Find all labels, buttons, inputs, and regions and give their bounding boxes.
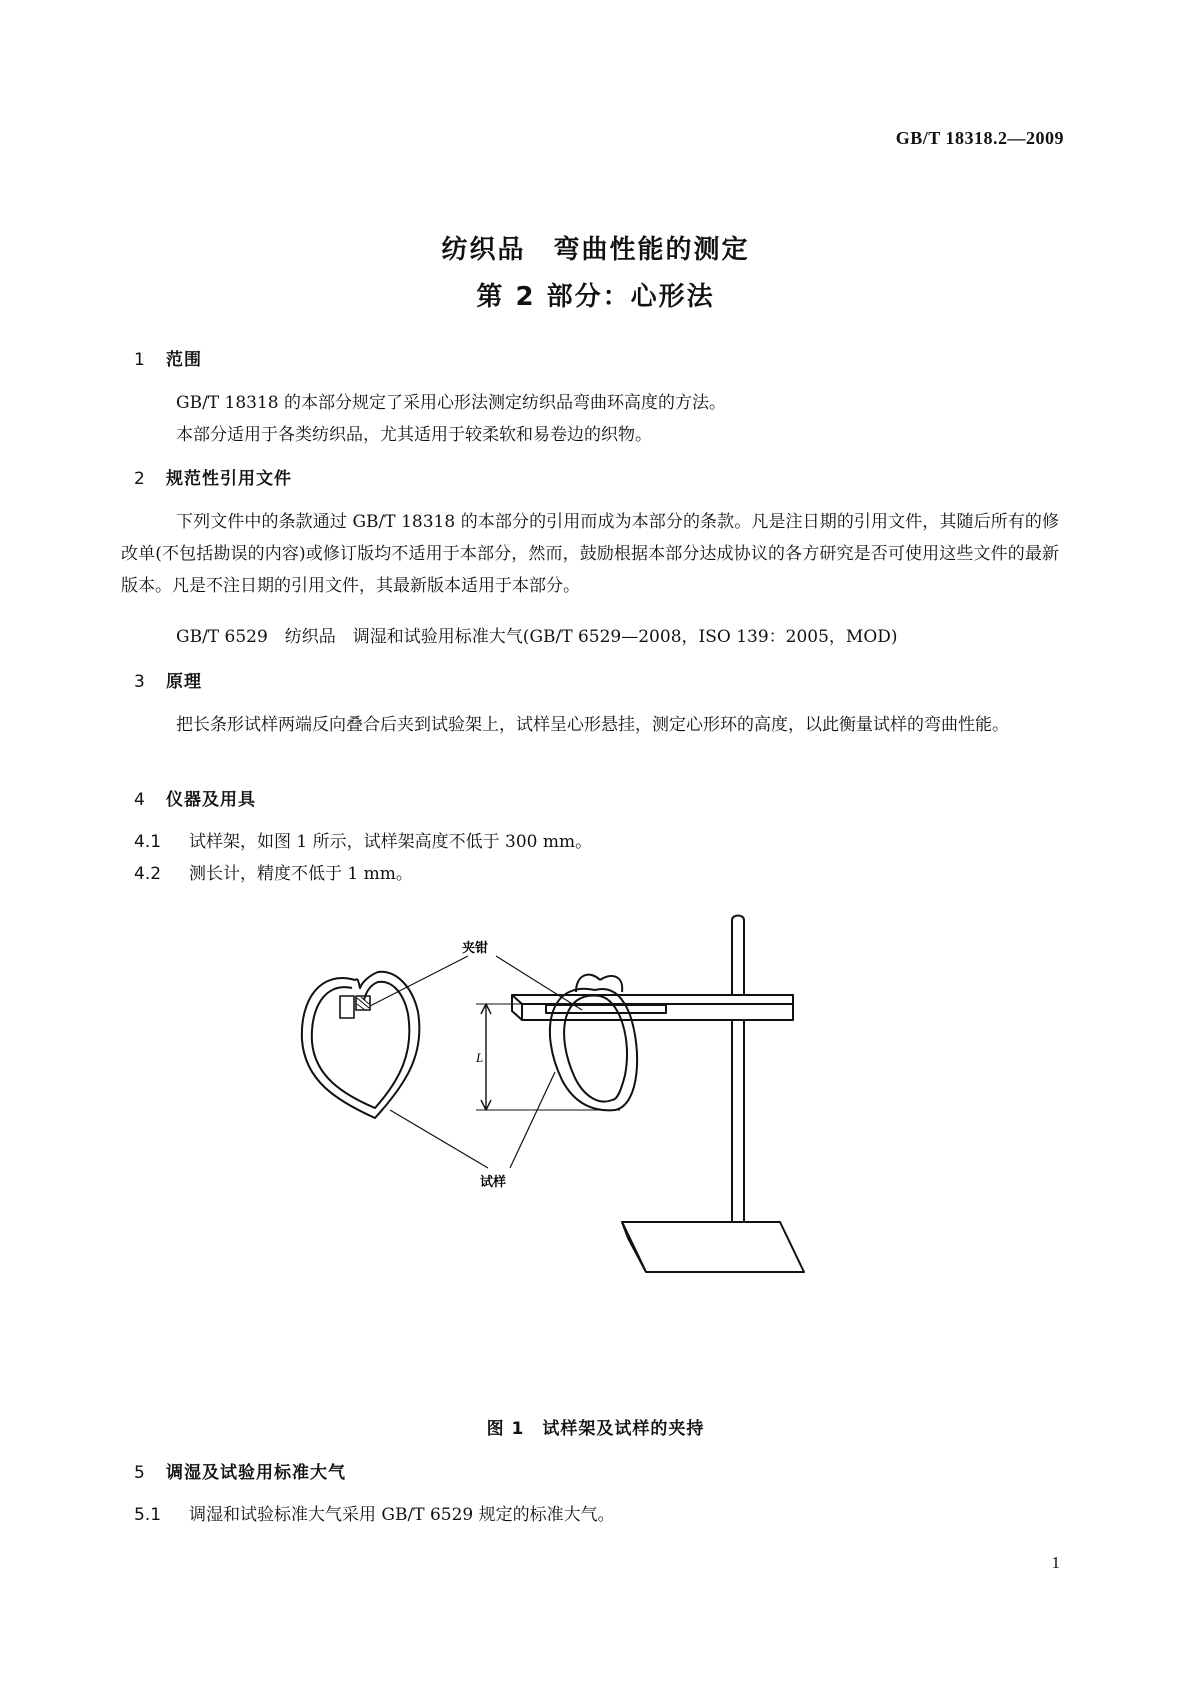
section-number: 1 (134, 350, 146, 370)
section-5-heading (134, 1458, 346, 1483)
clause-4-2 (134, 859, 413, 884)
section-number: 2 (134, 469, 146, 489)
clause-number: 5.1 (134, 1505, 162, 1525)
stand-rod (732, 916, 744, 1231)
section-title: 仪器及用具 (166, 790, 256, 810)
document-subtitle: 第 2 部分：心形法 (476, 282, 715, 312)
section-1-heading (134, 345, 202, 370)
section-title: 范围 (166, 350, 202, 370)
clamp-label: 夹钳 (462, 941, 489, 956)
document-title: 纺织品 弯曲性能的测定 (441, 235, 750, 265)
section-3-paragraph: 把长条形试样两端反向叠合后夹到试验架上，试样呈心形悬挂，测定心形环的高度，以此衡量试样的弯曲性能。 (176, 715, 1009, 735)
clause-5-1 (134, 1500, 615, 1525)
clause-text: 测长计，精度不低于 1 mm。 (189, 864, 413, 884)
clause-4-1 (134, 827, 592, 852)
clause-text: 试样架，如图 1 所示，试样架高度不低于 300 mm。 (189, 832, 593, 852)
section-number: 3 (134, 672, 146, 692)
standard-code: GB/T 18318.2—2009 (895, 128, 1064, 148)
clause-number: 4.2 (134, 864, 162, 884)
section-title: 原理 (166, 672, 202, 692)
section-title: 调湿及试验用标准大气 (166, 1463, 346, 1483)
section-1-paragraph-1: GB/T 18318 的本部分规定了采用心形法测定纺织品弯曲环高度的方法。 (176, 393, 727, 413)
section-number: 5 (134, 1463, 146, 1483)
heart-specimen-outer (302, 972, 420, 1118)
section-1-paragraph-2: 本部分适用于各类纺织品，尤其适用于较柔软和易卷边的织物。 (176, 425, 652, 445)
stand-base (622, 1222, 804, 1272)
clamp-block-left (340, 996, 354, 1018)
section-4-heading (134, 785, 256, 810)
figure-caption: 图 1 试样架及试样的夹持 (486, 1419, 705, 1439)
specimen-holder-figure (300, 900, 880, 1300)
section-2-heading (134, 464, 292, 489)
section-number: 4 (134, 790, 146, 810)
specimen-leader-line (390, 1072, 555, 1168)
length-label: L (476, 1050, 484, 1065)
section-title: 规范性引用文件 (166, 469, 292, 489)
specimen-label: 试样 (480, 1175, 507, 1190)
section-3-heading (134, 667, 202, 692)
clause-number: 4.1 (134, 832, 162, 852)
normative-reference: GB/T 6529 纺织品 调湿和试验用标准大气(GB/T 6529—2008，ISO 139：2005，MOD) (176, 627, 898, 647)
page-number: 1 (1051, 1553, 1060, 1572)
clause-text: 调湿和试验标准大气采用 GB/T 6529 规定的标准大气。 (189, 1505, 615, 1525)
section-2-paragraph: 下列文件中的条款通过 GB/T 18318 的本部分的引用而成为本部分的条款。凡是注日期的引用文件，其随后所有的修改单(不包括勘误的内容)或修订版均不适用于本部分，然而，鼓励根据本部分达成协议的各方研究是否可使用这些文件的最新版本。凡是不注日期的引用文件，其最新版本适用于本部分。 (121, 512, 1059, 596)
